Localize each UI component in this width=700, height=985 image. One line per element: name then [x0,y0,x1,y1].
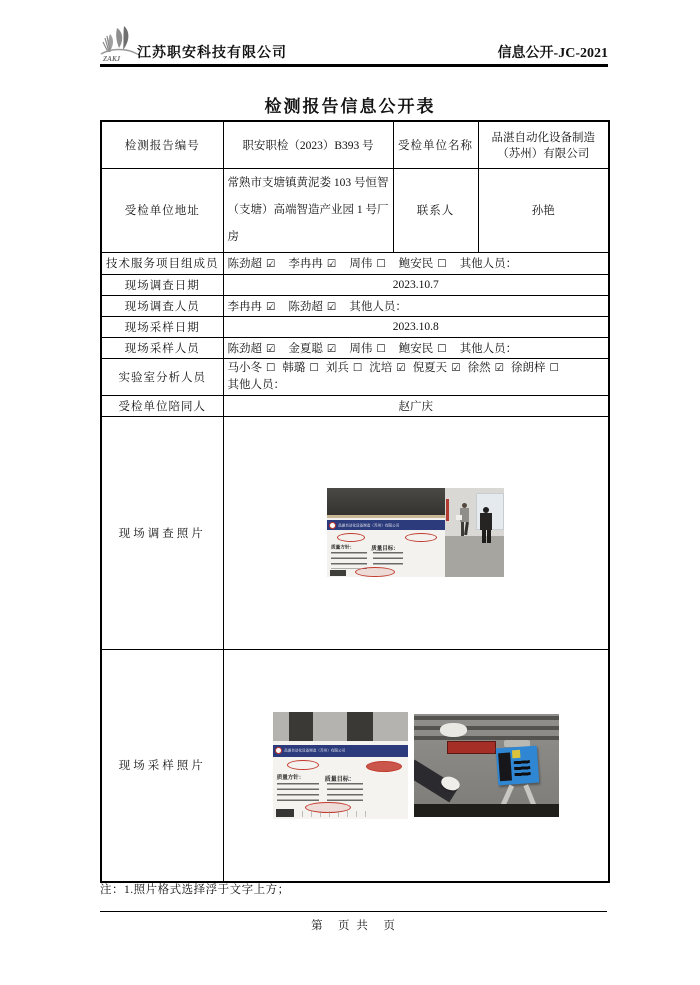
footnote: 注：1.照片格式选择浮于文字上方； [100,884,290,896]
document-code: 信息公开-JC-2021 [497,46,608,61]
unit-name-label: 受检单位名称 [393,121,478,168]
staff-member-name: 倪夏天 [412,361,448,374]
staff-member-name: 陈劲超 [288,300,323,313]
staff-member-name: 陈劲超 [227,258,262,271]
survey-date-label: 现场调查日期 [101,274,223,295]
banner-logo-icon [329,522,336,529]
escort-label: 受检单位陪同人 [101,395,223,416]
survey-photo [327,488,504,577]
staff-member [228,362,276,374]
air-sampler-device [496,745,539,785]
row-tech-team [101,252,609,274]
staff-member [228,301,276,313]
sampling-date-value: 2023.10.8 [223,316,609,337]
row-report-no [101,121,609,168]
report-table [100,120,610,883]
machine-rails [414,716,559,744]
row-sampling-photos [101,649,609,882]
row-sampling-date [101,316,609,337]
sampling-photos-label: 现场采样照片 [101,649,223,882]
row-survey-photos [101,416,609,649]
other-staff-label: 其他人员： [459,342,518,355]
checkbox-unchecked-icon: ☐ [352,361,363,374]
sampler-slots [513,760,530,777]
survey-photos-label: 现场调查照片 [101,416,223,649]
white-cloth [440,723,467,737]
staff-member-name: 鲍安民 [398,342,434,355]
checkbox-unchecked-icon: ☐ [266,361,276,374]
photo-text-lines [331,552,367,569]
red-oval-stamp [287,760,319,770]
conveyor-band [414,804,559,817]
red-oval-stamp [337,533,365,542]
photo-text-lines [277,783,319,803]
staff-member [369,362,405,374]
company-logo-icon [97,24,141,64]
staff-member-name: 刘兵 [325,361,349,374]
checkbox-checked-icon: ☑ [326,258,337,271]
page-number-text: 第 页 共 页 [311,920,397,932]
staff-member [288,343,336,355]
checkbox-checked-icon: ☑ [396,361,406,374]
row-escort [101,395,609,416]
staff-member [228,258,276,270]
checkbox-checked-icon: ☑ [266,342,276,355]
row-sampling-staff [101,337,609,358]
staff-member [282,362,318,374]
sampling-photo-machine [414,714,559,817]
checkbox-unchecked-icon: ☐ [376,258,386,271]
staff-member [349,258,385,270]
other-staff-label: 其他人员： [227,378,285,391]
other-staff-label: 其他人员： [349,300,407,313]
row-lab-staff [101,358,609,395]
checkbox-checked-icon: ☑ [494,361,505,374]
staff-member-name: 徐朗梓 [511,361,546,374]
photo-dark-bar [330,570,346,576]
checkbox-checked-icon: ☑ [266,300,276,313]
staff-member-name: 周伟 [349,342,373,355]
address-value: 常熟市支塘镇黄泥娄 103 号恒智（支塘）高端智造产业园 1 号厂房 [223,168,393,252]
survey-staff-label: 现场调查人员 [101,295,223,316]
sampling-staff-label: 现场采样人员 [101,337,223,358]
staff-member-name: 徐然 [467,361,491,374]
contact-value: 孙艳 [478,168,609,252]
sampling-photo-whiteboard: 品湛自动化设备制造（苏州）有限公司 质量方针： 质量目标： [273,712,408,819]
report-no-value: 职安职检（2023）B393 号 [223,121,393,168]
banner-logo-icon [275,747,282,754]
staff-member-name: 李冉冉 [288,258,323,271]
staff-member [288,301,336,313]
photo-dark-bar [276,809,294,817]
photo-text-lines [373,552,403,566]
red-oval-stamp [366,761,402,772]
sampling-date-label: 现场采样日期 [101,316,223,337]
staff-member [511,362,559,374]
unit-name-value: 品湛自动化设备制造（苏州）有限公司 [478,121,609,168]
sampler-label [512,750,521,759]
red-machine-part [447,741,496,754]
staff-member-name: 陈劲超 [227,342,262,355]
staff-member [468,362,504,374]
address-label: 受检单位地址 [101,168,223,252]
survey-photo-warehouse [445,488,504,577]
staff-member-name: 韩璐 [282,361,306,374]
staff-member-name: 金夏聪 [288,342,323,355]
staff-member [399,343,447,355]
checkbox-unchecked-icon: ☐ [376,342,386,355]
survey-date-value: 2023.10.7 [223,274,609,295]
checkbox-unchecked-icon: ☐ [437,342,447,355]
staff-member [413,362,461,374]
report-no-label: 检测报告编号 [101,121,223,168]
header-rule [100,64,608,67]
row-address [101,168,609,252]
lab-staff-label: 实验室分析人员 [101,358,223,395]
photo-banner: 品湛自动化设备制造（苏州）有限公司 [327,520,449,530]
staff-member [349,343,385,355]
staff-member-name: 沈培 [369,361,393,374]
dark-pillar [289,712,313,741]
checkbox-checked-icon: ☑ [451,361,461,374]
paper-in-hand [456,515,462,520]
staff-member [228,343,276,355]
staff-member-name: 马小冬 [227,361,262,374]
row-survey-date [101,274,609,295]
sampling-staff-members [223,337,609,358]
red-stamp [355,567,395,577]
staff-member-name: 周伟 [349,258,373,271]
staff-member [326,362,362,374]
checkbox-unchecked-icon: ☐ [309,361,319,374]
sampler-panel [498,752,512,781]
footer-rule [100,911,607,912]
red-oval-stamp [405,533,437,542]
staff-member [288,258,336,270]
survey-staff-members [223,295,609,316]
page-title: 检测报告信息公开表 [264,97,436,116]
person-figure [479,507,494,544]
checkbox-checked-icon: ☑ [266,258,276,271]
photo-banner: 品湛自动化设备制造（苏州）有限公司 [273,745,408,757]
svg-text:ZAKJ: ZAKJ [103,55,121,63]
staff-member [399,258,447,270]
photo-text-lines [327,783,363,801]
lab-staff-members [223,358,609,395]
other-staff-label: 其他人员： [459,258,518,271]
survey-photo-whiteboard: 品湛自动化设备制造（苏州）有限公司 质量方针： 质量目标： [327,488,445,577]
checkbox-unchecked-icon: ☐ [549,361,559,374]
cabinet-top [327,488,445,518]
red-post [446,499,449,521]
dark-pillar [347,712,373,741]
photo-sketch-lines [293,811,373,817]
checkbox-checked-icon: ☑ [326,342,337,355]
contact-label: 联系人 [393,168,478,252]
checkbox-checked-icon: ☑ [326,300,337,313]
tech-team-members [223,252,609,274]
person-figure [459,503,471,539]
staff-member-name: 鲍安民 [398,258,434,271]
row-survey-staff [101,295,609,316]
company-name: 江苏职安科技有限公司 [137,46,287,61]
staff-member-name: 李冉冉 [227,300,262,313]
checkbox-unchecked-icon: ☐ [437,258,447,271]
escort-value: 赵广庆 [223,395,609,416]
tech-team-label: 技术服务项目组成员 [101,252,223,274]
